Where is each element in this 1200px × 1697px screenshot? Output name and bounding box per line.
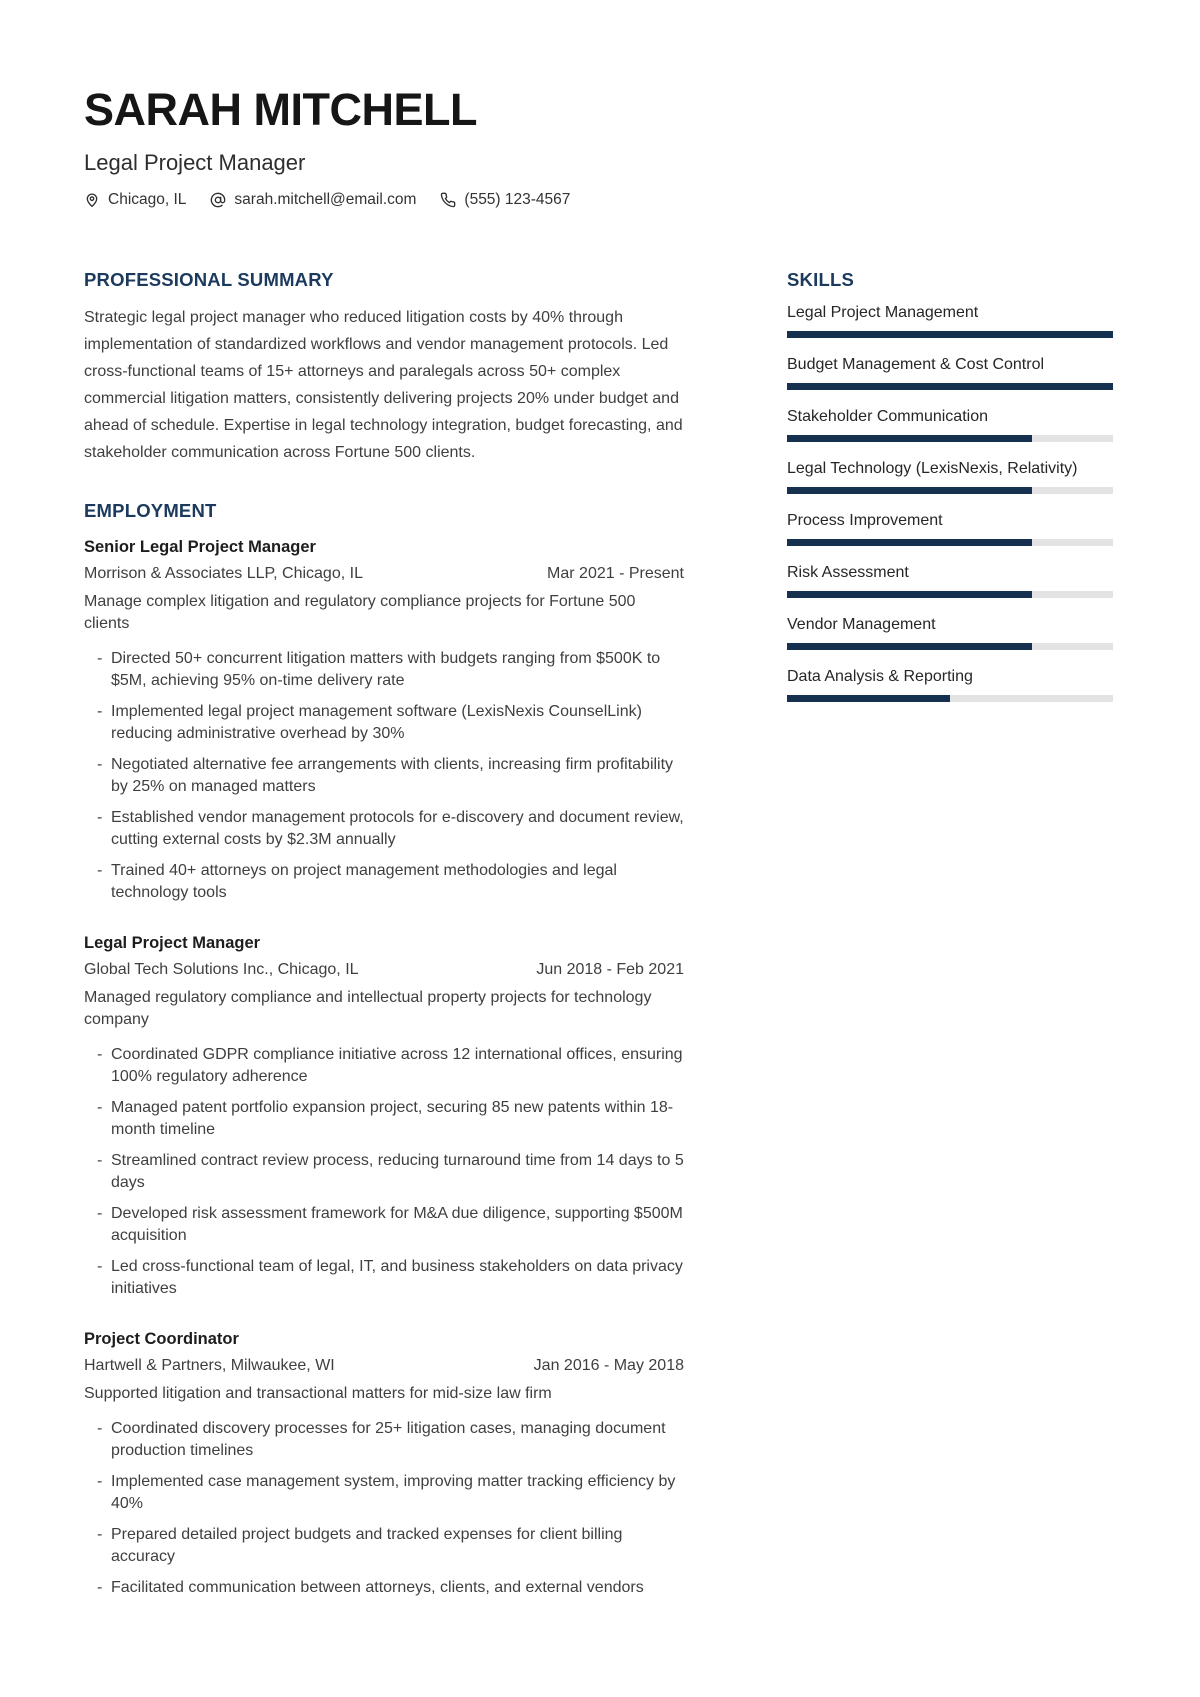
job-bullet: - Streamlined contract review process, reducing turnaround time from 14 days to 5 days (84, 1150, 684, 1194)
job-bullet: - Developed risk assessment framework for M&A due diligence, supporting $500M acquisition (84, 1203, 684, 1247)
skill-item (787, 304, 1113, 338)
skill-bar-fill (787, 435, 1032, 442)
skill-item (787, 460, 1113, 494)
candidate-job-title: Legal Project Manager (84, 149, 306, 175)
summary-text: Strategic legal project manager who reduced litigation costs by 40% through implementation of standardized workflows and vendor management protocols. Led cross-functional teams of 15+ attorneys and paralegals across 50+ complex commercial litigation matters, consistently delivering projects 20% under budget and ahead of schedule. Expertise in legal technology integration, budget forecasting, and stakeholder communication across Fortune 500 clients. (84, 308, 683, 461)
skill-label: Legal Project Management (787, 303, 979, 321)
job-title: Senior Legal Project Manager (84, 537, 316, 556)
job-dates: Mar 2021 - Present (547, 564, 684, 582)
content-columns (84, 269, 1113, 1599)
job-bullet: - Prepared detailed project budgets and tracked expenses for client billing accuracy (84, 1524, 684, 1568)
contact-email-text: sarah.mitchell@email.com (234, 190, 417, 208)
job-bullet: - Implemented case management system, improving matter tracking efficiency by 40% (84, 1471, 684, 1515)
skill-item (787, 564, 1113, 598)
skills-column (787, 269, 1113, 1599)
contact-location (84, 191, 186, 209)
skill-bar-fill (787, 591, 1032, 598)
skill-bar-track (787, 331, 1113, 338)
skill-bar-track (787, 383, 1113, 390)
job-bullets (84, 648, 684, 904)
job-bullet: - Coordinated discovery processes for 25+ litigation cases, managing document production timelines (84, 1418, 684, 1462)
skills-section (787, 269, 1113, 702)
contact-phone-text: (555) 123-4567 (464, 190, 571, 208)
skill-bar-track (787, 539, 1113, 546)
skill-label: Data Analysis & Reporting (787, 667, 973, 685)
job-title: Project Coordinator (84, 1329, 239, 1348)
job-dates: Jan 2016 - May 2018 (533, 1356, 684, 1374)
at-sign-icon (210, 192, 226, 208)
skill-bar-track (787, 643, 1113, 650)
job-entry (84, 538, 684, 904)
job-bullet: - Facilitated communication between attorneys, clients, and external vendors (84, 1577, 684, 1599)
skill-bar-fill (787, 643, 1032, 650)
skill-item (787, 668, 1113, 702)
skill-bar-track (787, 435, 1113, 442)
skill-bar-track (787, 591, 1113, 598)
job-bullet: - Established vendor management protocols for e-discovery and document review, cutting external costs by $2.3M annually (84, 807, 684, 851)
skill-item (787, 356, 1113, 390)
job-description: Supported litigation and transactional matters for mid-size law firm (84, 1384, 552, 1402)
skill-label: Process Improvement (787, 511, 943, 529)
skill-label: Stakeholder Communication (787, 407, 988, 425)
job-meta-row (84, 565, 684, 583)
summary-section (84, 269, 684, 466)
employment-section (84, 500, 684, 1599)
job-meta-row (84, 1357, 684, 1375)
resume-header (84, 86, 1113, 209)
job-bullet: - Negotiated alternative fee arrangements with clients, increasing firm profitability by 25% on managed matters (84, 754, 684, 798)
contact-phone (440, 191, 570, 209)
job-bullet: - Trained 40+ attorneys on project management methodologies and legal technology tools (84, 860, 684, 904)
job-bullet: - Implemented legal project management software (LexisNexis CounselLink) reducing administrative overhead by 30% (84, 701, 684, 745)
skill-bar-fill (787, 539, 1032, 546)
map-pin-icon (84, 192, 100, 208)
job-dates: Jun 2018 - Feb 2021 (536, 960, 684, 978)
job-bullet: - Coordinated GDPR compliance initiative across 12 international offices, ensuring 100% regulatory adherence (84, 1044, 684, 1088)
skill-label: Legal Technology (LexisNexis, Relativity) (787, 459, 1078, 477)
phone-icon (440, 192, 456, 208)
contact-location-text: Chicago, IL (108, 190, 187, 208)
summary-heading: PROFESSIONAL SUMMARY (84, 268, 334, 290)
skill-bar-fill (787, 695, 950, 702)
job-description: Manage complex litigation and regulatory compliance projects for Fortune 500 clients (84, 592, 636, 632)
job-entry (84, 934, 684, 1300)
skill-label: Budget Management & Cost Control (787, 355, 1045, 373)
candidate-name: SARAH MITCHELL (84, 84, 477, 135)
skill-item (787, 512, 1113, 546)
skill-item (787, 616, 1113, 650)
skill-bar-track (787, 695, 1113, 702)
skills-list (787, 304, 1113, 702)
skill-label: Risk Assessment (787, 563, 909, 581)
job-description: Managed regulatory compliance and intellectual property projects for technology company (84, 988, 652, 1028)
contact-email (210, 191, 416, 209)
skills-heading: SKILLS (787, 268, 854, 290)
jobs-list (84, 538, 684, 1599)
job-entry (84, 1330, 684, 1599)
job-bullet: - Directed 50+ concurrent litigation matters with budgets ranging from $500K to $5M, achieving 95% on-time delivery rate (84, 648, 684, 692)
job-meta-row (84, 961, 684, 979)
skill-bar-track (787, 487, 1113, 494)
contact-row (84, 191, 1113, 209)
skill-bar-fill (787, 383, 1113, 390)
employment-heading: EMPLOYMENT (84, 499, 217, 521)
job-bullets (84, 1418, 684, 1599)
job-title: Legal Project Manager (84, 933, 261, 952)
main-column (84, 269, 684, 1599)
job-company: Morrison & Associates LLP, Chicago, IL (84, 564, 363, 582)
job-bullet: - Managed patent portfolio expansion project, securing 85 new patents within 18-month timeline (84, 1097, 684, 1141)
skill-item (787, 408, 1113, 442)
job-company: Hartwell & Partners, Milwaukee, WI (84, 1356, 335, 1374)
skill-label: Vendor Management (787, 615, 936, 633)
skill-bar-fill (787, 487, 1032, 494)
job-bullet: - Led cross-functional team of legal, IT, and business stakeholders on data privacy initiatives (84, 1256, 684, 1300)
job-bullets (84, 1044, 684, 1300)
skill-bar-fill (787, 331, 1113, 338)
job-company: Global Tech Solutions Inc., Chicago, IL (84, 960, 359, 978)
